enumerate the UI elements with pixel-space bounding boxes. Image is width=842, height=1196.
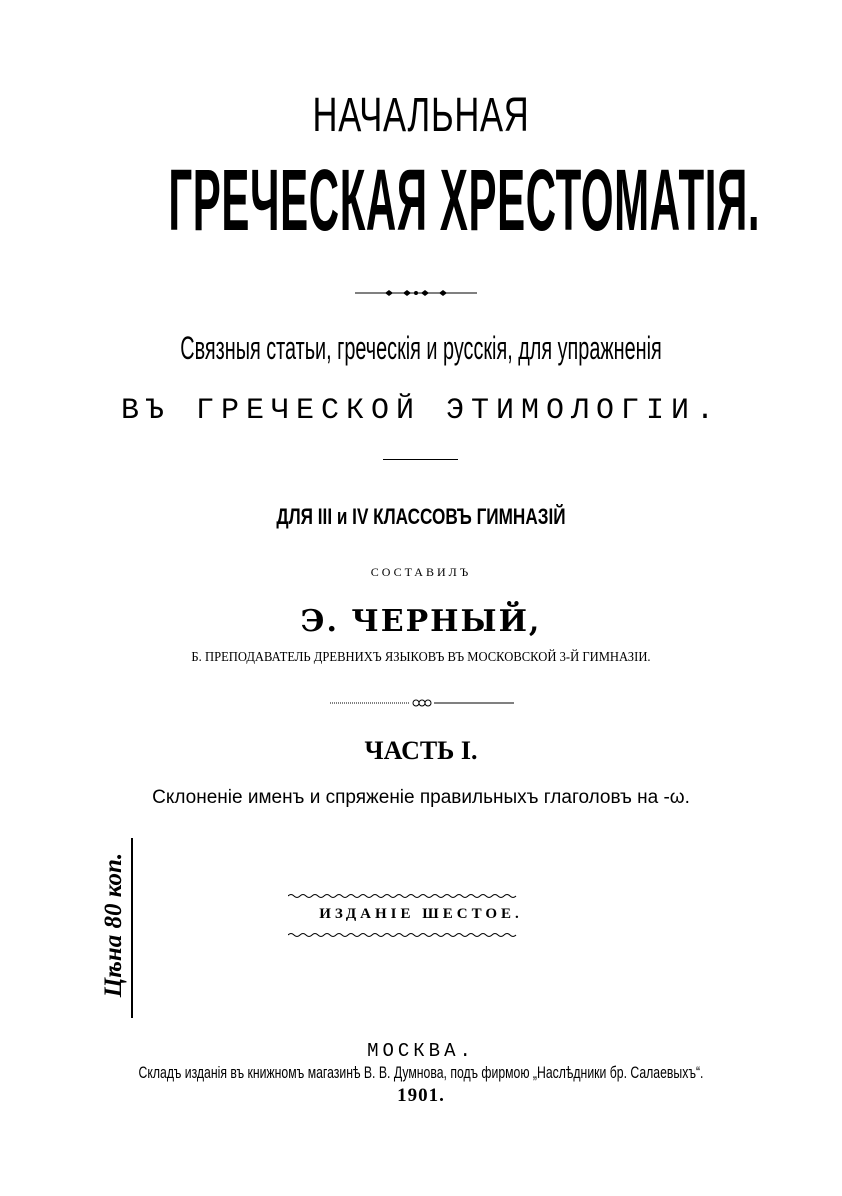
price-label	[100, 835, 128, 1015]
title-line-1: НАЧАЛЬНАЯ	[312, 89, 530, 142]
title-line-2: ГРЕЧЕСКАЯ ХРЕСТОМАТІЯ.	[168, 151, 761, 249]
ornament-divider-2	[330, 697, 514, 709]
audience: ДЛЯ III и IV КЛАССОВЪ ГИМНАЗІЙ	[276, 504, 566, 529]
part-subject: Склоненіе именъ и спряженіе правильныхъ глаголовъ на -ω.	[152, 787, 690, 808]
wavy-rule-bottom	[288, 932, 520, 938]
edition: ИЗДАНІЕ ШЕСТОЕ.	[319, 906, 523, 922]
price-text: Цѣна 80 коп.	[100, 852, 127, 998]
imprint-publisher: Складъ изданія въ книжномъ магазинѣ В. В. Думнова, подъ фирмою „Наслѣдники бр. Салаевыхъ“.	[138, 1063, 704, 1082]
imprint-year: 1901.	[397, 1085, 445, 1106]
imprint-city: МОСКВА.	[367, 1040, 475, 1062]
wavy-rule-top	[288, 893, 520, 899]
subtitle-line-2: ВЪ ГРЕЧЕСКОЙ ЭТИМОЛОГІИ.	[120, 394, 722, 428]
vertical-rule	[131, 838, 133, 1018]
part-number: ЧАСТЬ I.	[364, 736, 478, 765]
author-name: Э. ЧЕРНЫЙ,	[300, 604, 542, 639]
compiled-by-label: СОСТАВИЛЪ	[370, 565, 472, 579]
ornament-divider	[355, 287, 477, 299]
short-rule	[383, 459, 458, 460]
author-title: Б. ПРЕПОДАВАТЕЛЬ ДРЕВНИХЪ ЯЗЫКОВЪ ВЪ МОСКОВСКОЙ 3-Й ГИМНАЗІИ.	[191, 650, 651, 665]
subtitle-line-1: Связныя статьи, греческія и русскія, для упражненія	[180, 330, 662, 366]
